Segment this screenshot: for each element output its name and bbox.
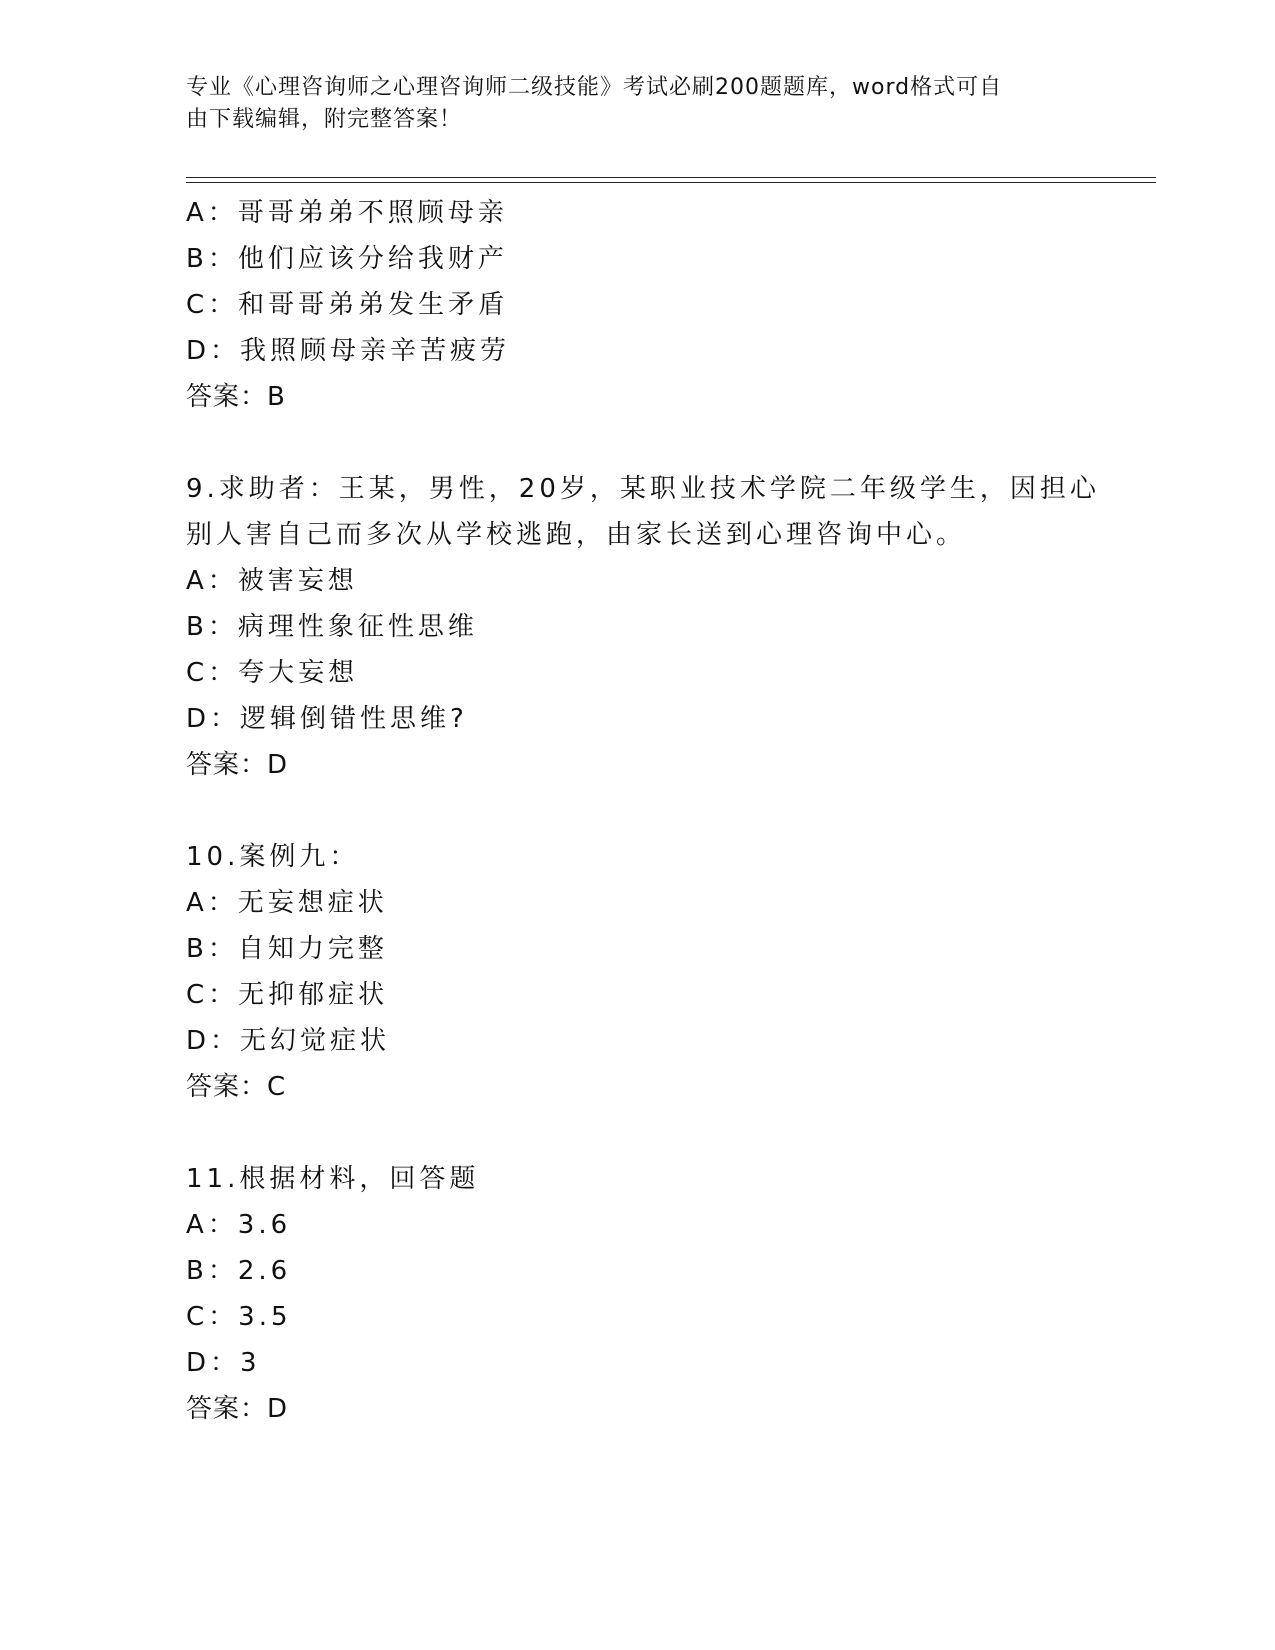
option-c: C：无抑郁症状: [186, 980, 389, 1010]
answer: 答案：B: [186, 382, 286, 412]
option-b: B：病理性象征性思维: [186, 612, 478, 642]
header-divider: [186, 177, 1156, 183]
option-a: A：哥哥弟弟不照顾母亲: [186, 198, 508, 228]
question-stem-line-1: 9.求助者：王某，男性，20岁，某职业技术学院二年级学生，因担心: [186, 474, 1100, 504]
option-b: B：2.6: [186, 1256, 292, 1286]
option-b: B：他们应该分给我财产: [186, 244, 508, 274]
option-c: C：和哥哥弟弟发生矛盾: [186, 290, 509, 320]
option-a: A：被害妄想: [186, 566, 358, 596]
question-9: [186, 466, 1100, 788]
question-stem-line-2: 别人害自己而多次从学校逃跑，由家长送到心理咨询中心。: [186, 520, 967, 550]
question-10: [186, 834, 1086, 1110]
answer: 答案：D: [186, 750, 289, 780]
option-d: D：无幻觉症状: [186, 1026, 391, 1056]
option-b: B：自知力完整: [186, 934, 388, 964]
question-11: [186, 1156, 1086, 1432]
option-c: C：夸大妄想: [186, 658, 359, 688]
answer: 答案：C: [186, 1072, 287, 1102]
option-d: D：逻辑倒错性思维?: [186, 704, 468, 734]
option-d: D：3: [186, 1348, 261, 1378]
option-c: C：3.5: [186, 1302, 292, 1332]
question-8: [186, 190, 1086, 420]
question-stem: 11.根据材料，回答题: [186, 1164, 480, 1194]
question-stem: 10.案例九：: [186, 842, 360, 872]
question-list: [186, 190, 1100, 1432]
document-header: [186, 72, 1086, 136]
header-line-2: 由下载编辑，附完整答案！: [186, 107, 463, 132]
option-a: A：无妄想症状: [186, 888, 388, 918]
option-d: D：我照顾母亲辛苦疲劳: [186, 336, 511, 366]
option-a: A：3.6: [186, 1210, 292, 1240]
header-line-1: 专业《心理咨询师之心理咨询师二级技能》考试必刷200题题库，word格式可自: [186, 75, 1003, 100]
answer: 答案：D: [186, 1394, 289, 1424]
